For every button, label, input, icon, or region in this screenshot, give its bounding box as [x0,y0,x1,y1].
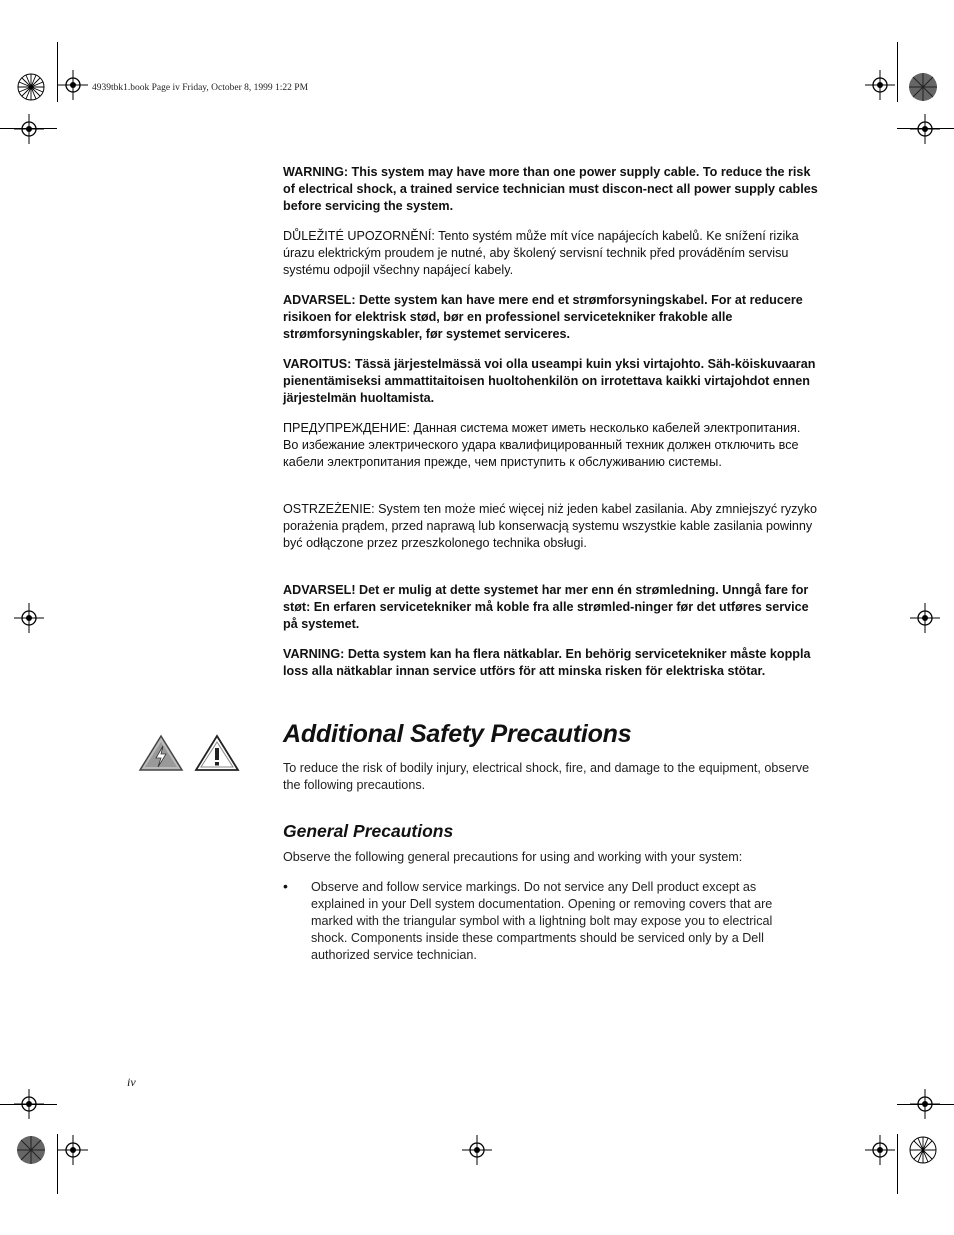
registration-mark-icon [14,114,44,144]
warning-finnish: VAROITUS: Tässä järjestelmässä voi olla useampi kuin yksi virtajohto. Säh-köiskuvaaran pienentämiseksi ammattitaitoisen huoltohenkilön on irrotettava kaikki virtajohdot ennen järjestelmän huoltamista. [283,357,816,405]
section-title: Additional Safety Precautions [283,720,632,748]
registration-mark-icon [910,1089,940,1119]
page-number: iv [127,1075,136,1089]
registration-mark-icon [910,114,940,144]
registration-mark-icon [58,1135,88,1165]
bullet-icon: • [283,878,288,894]
warning-polish: OSTRZEŻENIE: System ten może mieć więcej niż jeden kabel zasilania. Aby zmniejszyć ryzyko porażenia prądem, przed naprawą lub konserwacją systemu wszystkie kable zasilania powinny być odłączone przez przeszkolonego technika obsługi. [283,502,818,550]
registration-mark-icon [14,1089,44,1119]
subsection-intro: Observe the following general precautions for using and working with your system: [283,850,743,864]
registration-mark-icon [865,1135,895,1165]
caution-exclamation-icon [194,734,240,772]
color-wheel-icon [16,1135,46,1165]
registration-mark-icon [462,1135,492,1165]
warning-english: WARNING: This system may have more than one power supply cable. To reduce the risk of electrical shock, a trained service technician must discon-nect all power supply cables before servicing the system. [283,165,818,213]
warning-norwegian: ADVARSEL! Det er mulig at dette systemet har mer enn én strømledning. Unngå fare for støt: En erfaren servicetekniker må koble fra alle strømled-ninger før det utføres service på systemet. [283,583,809,631]
registration-mark-icon [58,70,88,100]
color-wheel-icon [16,72,46,102]
crop-mark [897,1134,898,1194]
warning-czech: DŮLEŽITÉ UPOZORNĚNÍ: Tento systém může mít více napájecích kabelů. Ke snížení rizika úrazu elektrickým proudem je nutné, aby školený servisní technik před prováděním servisu systému odpojil všechny napájecí kabely. [283,229,799,277]
color-wheel-icon [908,1135,938,1165]
bullet-text: Observe and follow service markings. Do not service any Dell product except as explained in your Dell system documentation. Opening or removing covers that are marked with the triangular symbol with a lightning bolt may expose you to electrical shock. Components inside these compartments should be serviced only by a Dell authorized service technician. [311,880,773,962]
color-wheel-icon [908,72,938,102]
section-intro: To reduce the risk of bodily injury, electrical shock, fire, and damage to the equipment, observe the following precautions. [283,761,810,792]
lightning-warning-icon [138,734,184,772]
warning-russian: ПРЕДУПРЕЖДЕНИЕ: Данная система может иметь несколько кабелей электропитания. Во избежание электрического удара квалифицированный техник должен отключить все кабели электропитания прежде, чем приступить к обслуживанию системы. [283,421,801,469]
warning-swedish: VARNING: Detta system kan ha flera nätkablar. En behörig servicetekniker måste koppla loss alla nätkablar innan service utförs för att minska risken för elektriska stötar. [283,647,811,678]
subsection-title: General Precautions [283,821,454,841]
registration-mark-icon [910,603,940,633]
warning-danish: ADVARSEL: Dette system kan have mere end et strømforsyningskabel. For at reducere risikoen for elektrisk stød, bør en professionel servicetekniker frakoble alle strømforsyningskabler, før systemet serviceres. [283,293,803,341]
registration-mark-icon [865,70,895,100]
registration-mark-icon [14,603,44,633]
crop-mark [897,42,898,102]
book-slug-header: 4939tbk1.book Page iv Friday, October 8, 1999 1:22 PM [92,83,309,93]
